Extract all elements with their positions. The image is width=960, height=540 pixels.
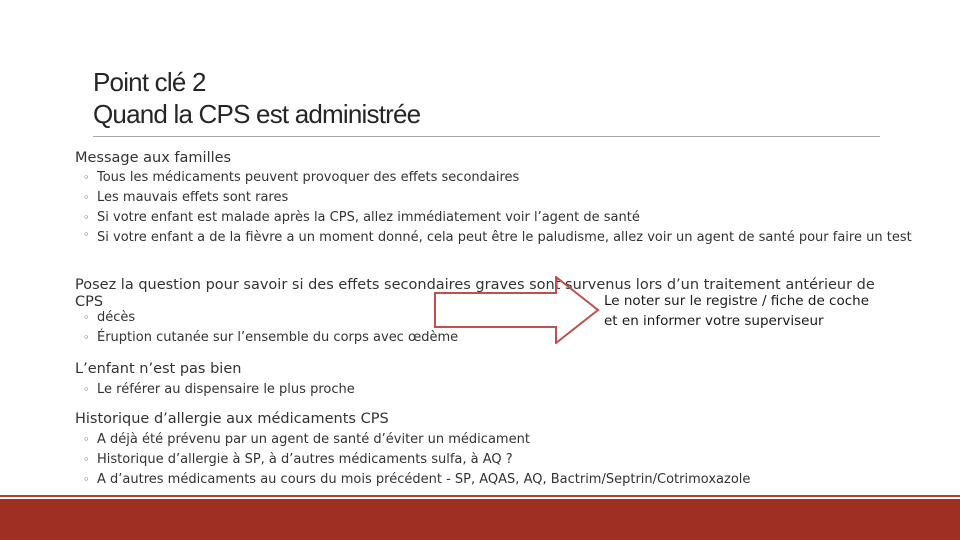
- slide-title: [93, 66, 420, 130]
- side-effects-heading-line-2: CPS: [75, 294, 104, 310]
- note-line-1: Le noter sur le registre / fiche de coche: [604, 293, 870, 309]
- side-effects-heading-line-1: Posez la question pour savoir si des effets secondaires graves sont survenus lors d’un traitement antérieur de: [75, 277, 875, 293]
- title-divider: [93, 136, 880, 137]
- allergy-list: [83, 430, 933, 490]
- right-arrow-icon: [434, 276, 600, 344]
- message-list: [83, 168, 933, 245]
- list-item: ◦ A d’autres médicaments au cours du mois précédent - SP, AQAS, AQ, Bactrim/Septrin/Cotrimoxazole: [83, 470, 933, 490]
- footer-bar: [0, 499, 960, 540]
- list-item: ◦ Tous les médicaments peuvent provoquer des effets secondaires: [83, 168, 933, 188]
- note-line-2: et en informer votre superviseur: [604, 313, 824, 329]
- title-line-2: Quand la CPS est administrée: [93, 99, 421, 129]
- list-item: ◦ décès: [83, 308, 503, 328]
- list-item: ◦ Historique d’allergie à SP, à d’autres médicaments sulfa, à AQ ?: [83, 450, 933, 470]
- section-heading-unwell: L’enfant n’est pas bien: [75, 361, 242, 377]
- title-line-1: Point clé 2: [93, 67, 206, 97]
- section-heading-message: Message aux familles: [75, 150, 232, 166]
- unwell-list: [83, 380, 683, 400]
- record-note: [604, 291, 869, 331]
- list-item: ◦ A déjà été prévenu par un agent de santé d’éviter un médicament: [83, 430, 933, 450]
- list-item: ◦ Le référer au dispensaire le plus proche: [83, 380, 683, 400]
- list-item: ◦ Éruption cutanée sur l’ensemble du corps avec œdème: [83, 328, 503, 348]
- list-item: ◦ Les mauvais effets sont rares: [83, 188, 933, 208]
- section-heading-allergy: Historique d’allergie aux médicaments CPS: [75, 411, 389, 427]
- footer-accent-line: [0, 495, 960, 497]
- list-item: ◦ Si votre enfant a de la fièvre a un moment donné, cela peut être le paludisme, allez voir un agent de santé pour faire un test: [83, 228, 933, 245]
- list-item: ◦ Si votre enfant est malade après la CPS, allez immédiatement voir l’agent de santé: [83, 208, 933, 228]
